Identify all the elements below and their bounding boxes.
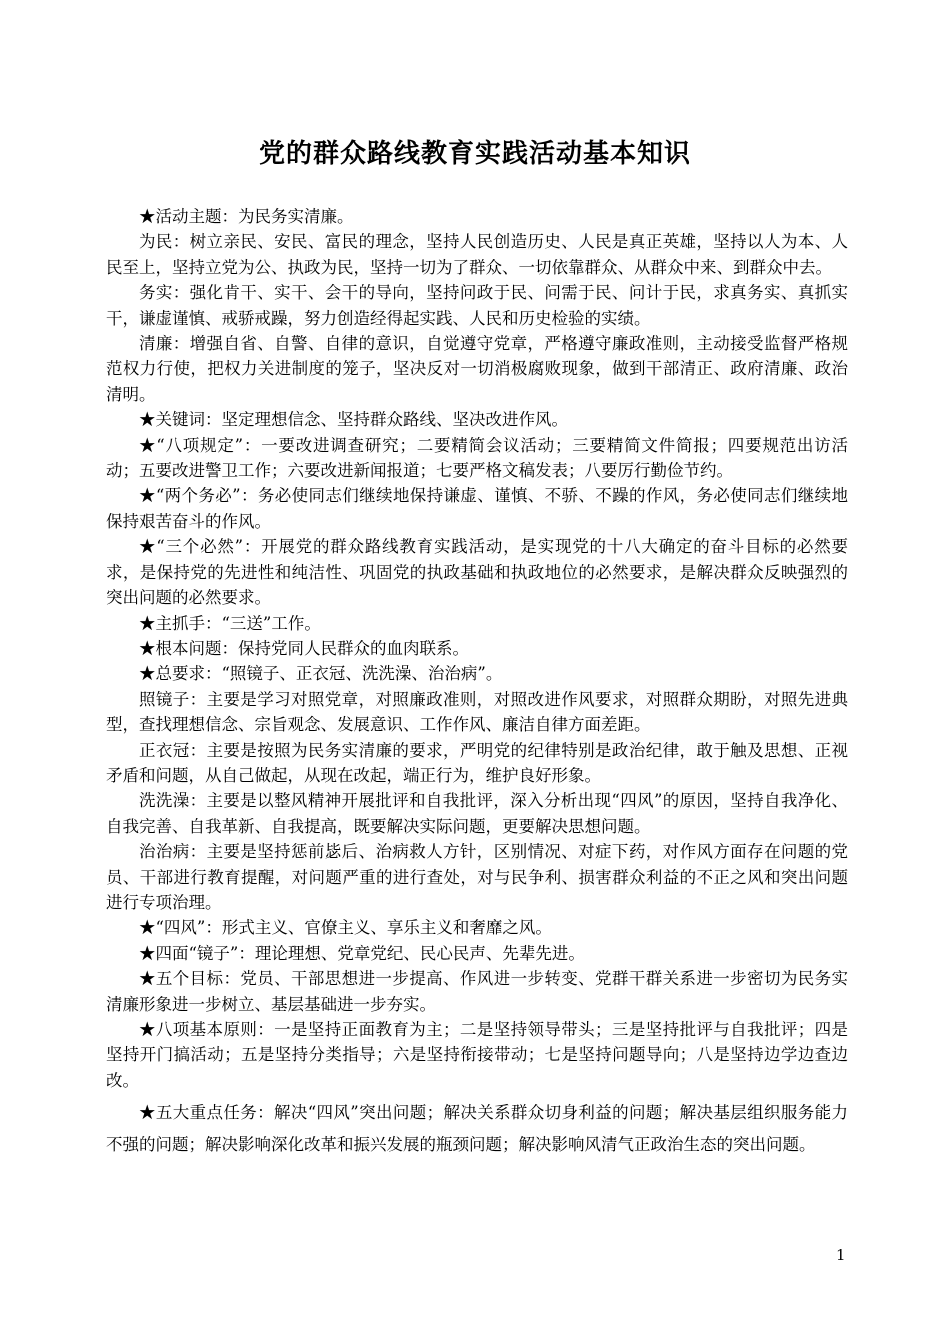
- paragraph-text: “照镜子、正衣冠、洗洗澡、治治病”。: [221, 664, 503, 684]
- paragraph-five-tasks: [106, 1097, 848, 1161]
- paragraph-text: 解决“四风”突出问题；解决关系群众切身利益的问题；解决基层组织服务能力不强的问题；解决影响深化改革和振兴发展的瓶颈问题；解决影响风清气正政治生态的突出问题。: [106, 1103, 849, 1155]
- paragraph-root-issue: [106, 636, 848, 661]
- paragraph-two-musts: [106, 483, 848, 534]
- paragraph-text: 坚定理想信念、坚持群众路线、坚决改进作风。: [221, 410, 568, 430]
- paragraph-label: ★主抓手：: [139, 613, 222, 633]
- paragraph-text: 强化肯干、实干、会干的导向，坚持问政于民、问需于民、问计于民，求真务实、真抓实干，谦虚谨慎、戒骄戒躁，努力创造经得起实践、人民和历史检验的实绩。: [106, 283, 849, 328]
- page-number: 1: [836, 1246, 846, 1264]
- paragraph-wushi: [106, 280, 848, 331]
- paragraph-label: ★五大重点任务：: [139, 1103, 274, 1123]
- paragraph-four-mirrors: [106, 941, 848, 966]
- paragraph-eight-principles: [106, 1017, 848, 1093]
- paragraph-theme: [106, 204, 848, 229]
- paragraph-label: ★八项基本原则：: [139, 1020, 275, 1039]
- paragraph-text: 主要是学习对照党章，对照廉政准则，对照改进作风要求，对照群众期盼，对照先进典型，查找理想信念、宗旨观念、发展意识、工作作风、廉洁自律方面差距。: [106, 689, 849, 735]
- paragraph-text: 理论理想、党章党纪、民心民声、先辈先进。: [254, 943, 585, 963]
- paragraph-label: 为民：: [139, 232, 190, 252]
- paragraph-label: ★“八项规定”：: [139, 435, 262, 455]
- paragraph-keywords: [106, 407, 848, 432]
- paragraph-label: ★活动主题：: [139, 207, 238, 226]
- paragraph-five-goals: [106, 966, 848, 1017]
- paragraph-text: 一是坚持正面教育为主；二是坚持领导带头；三是坚持批评与自我批评；四是坚持开门搞活动；五是坚持分类指导；六是坚持衔接带动；七是坚持问题导向；八是坚持边学边查边改。: [106, 1020, 849, 1090]
- paragraph-label: ★总要求：: [139, 664, 222, 684]
- page-title: 党的群众路线教育实践活动基本知识: [258, 139, 691, 169]
- paragraph-text: 党员、干部思想进一步提高、作风进一步转变、党群干群关系进一步密切为民务实清廉形象进一步树立、基层基础进一步夯实。: [106, 969, 849, 1014]
- paragraph-text: 主要是以整风精神开展批评和自我批评，深入分析出现“四风”的原因，坚持自我净化、自我完善、自我革新、自我提高，既要解决实际问题，更要解决思想问题。: [106, 791, 849, 836]
- paragraph-text: 为民务实清廉。: [238, 207, 354, 226]
- paragraph-label: 清廉：: [139, 334, 190, 354]
- paragraph-text: “三送”工作。: [221, 613, 321, 633]
- paragraph-three-inevitables: [106, 534, 848, 610]
- paragraph-text: 务必使同志们继续地保持谦虚、谨慎、不骄、不躁的作风，务必使同志们继续地保持艰苦奋斗的作风。: [106, 486, 849, 531]
- paragraph-label: ★“四风”：: [139, 918, 222, 938]
- paragraph-mirror: [106, 687, 848, 738]
- paragraph-label: 洗洗澡：: [139, 791, 207, 811]
- paragraph-text: 保持党同人民群众的血肉联系。: [238, 638, 469, 658]
- paragraph-text: 树立亲民、安民、富民的理念，坚持人民创造历史、人民是真正英雄，坚持以人为本、人民至上，坚持立党为公、执政为民，坚持一切为了群众、一切依靠群众、从群众中来、到群众中去。: [106, 232, 849, 277]
- paragraph-label: 治治病：: [139, 842, 207, 862]
- paragraph-label: ★关键词：: [139, 410, 222, 430]
- paragraph-bath: [106, 788, 848, 839]
- paragraph-weimin: [106, 229, 848, 280]
- paragraph-general-requirement: [106, 661, 848, 686]
- paragraph-cure: [106, 839, 848, 915]
- paragraph-eight-rules: [106, 433, 848, 484]
- paragraph-text: 开展党的群众路线教育实践活动，是实现党的十八大确定的奋斗目标的必然要求，是保持党的先进性和纯洁性、巩固党的执政基础和执政地位的必然要求，是解决群众反映强烈的突出问题的必然要求。: [106, 537, 848, 608]
- paragraph-dress: [106, 738, 848, 789]
- paragraph-label: ★“两个务必”：: [139, 486, 258, 506]
- paragraph-text: 形式主义、官僚主义、享乐主义和奢靡之风。: [221, 918, 552, 938]
- paragraph-label: ★四面“镜子”：: [139, 943, 255, 963]
- paragraph-text: 主要是坚持惩前毖后、治病救人方针，区别情况、对症下药，对作风方面存在问题的党员、干部进行教育提醒，对问题严重的进行查处，对与民争利、损害群众利益的不正之风和突出问题进行专项治理。: [106, 842, 849, 912]
- paragraph-text: 主要是按照为民务实清廉的要求，严明党的纪律特别是政治纪律，敢于触及思想、正视矛盾和问题，从自己做起，从现在改起，端正行为，维护良好形象。: [106, 740, 849, 785]
- paragraph-label: ★五个目标：: [139, 969, 241, 989]
- paragraph-four-winds: [106, 915, 848, 940]
- document-body: [106, 204, 848, 1161]
- paragraph-text: 增强自省、自警、自律的意识，自觉遵守党章，严格遵守廉政准则，主动接受监督严格规范权力行使，把权力关进制度的笼子，坚决反对一切消极腐败现象，做到干部清正、政府清廉、政治清明。: [106, 334, 849, 404]
- paragraph-main-focus: [106, 611, 848, 636]
- paragraph-label: 务实：: [139, 283, 190, 303]
- paragraph-label: ★根本问题：: [139, 638, 238, 658]
- paragraph-label: ★“三个必然”：: [139, 537, 262, 557]
- paragraph-qinglian: [106, 331, 848, 407]
- paragraph-text: 一要改进调查研究；二要精简会议活动；三要精简文件简报；四要规范出访活动；五要改进警卫工作；六要改进新闻报道；七要严格文稿发表；八要厉行勤俭节约。: [106, 435, 848, 481]
- paragraph-label: 照镜子：: [139, 689, 207, 709]
- paragraph-label: 正衣冠：: [139, 740, 207, 760]
